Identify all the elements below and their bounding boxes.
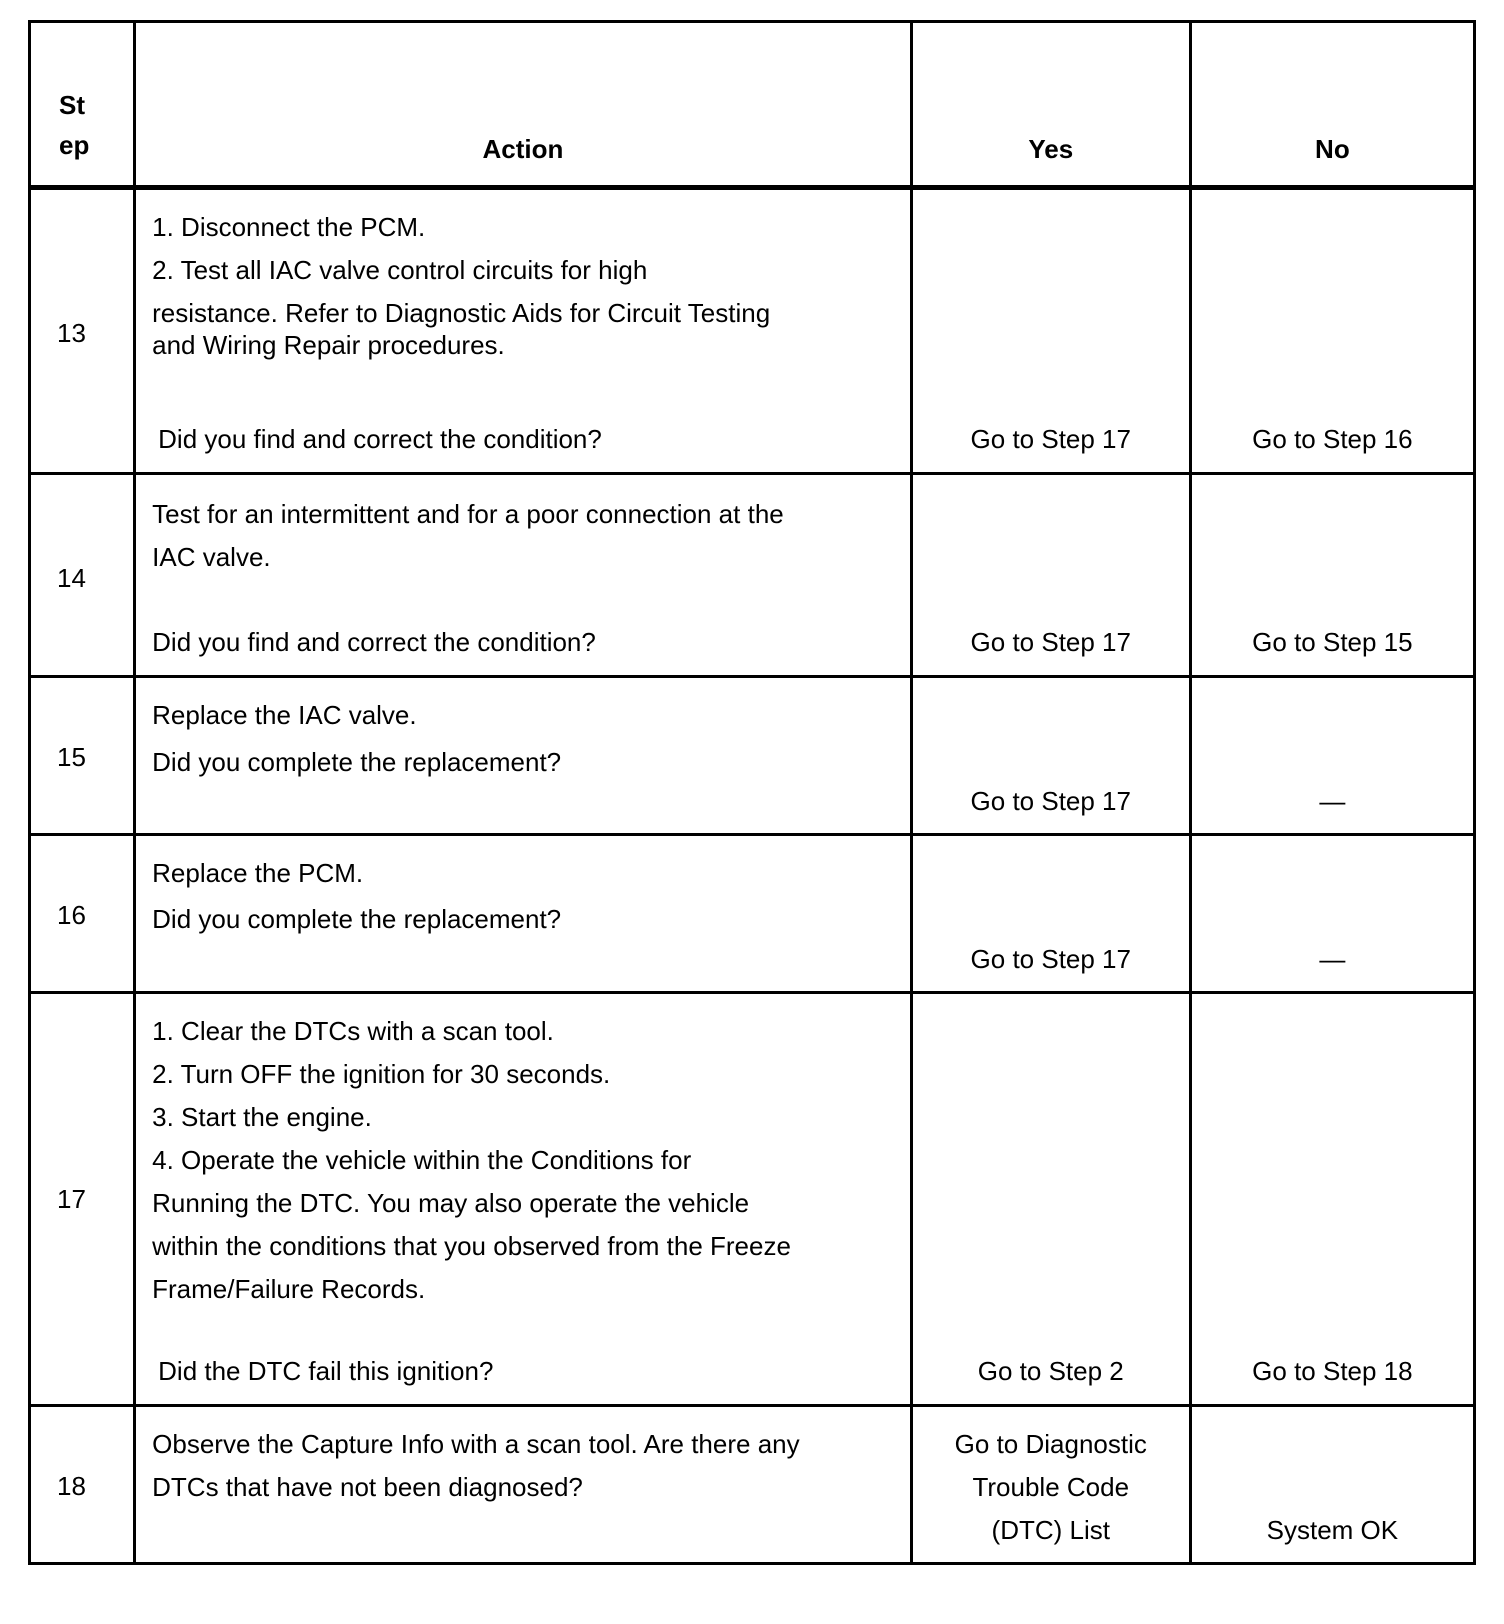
no-result: — bbox=[1319, 944, 1346, 974]
table-row bbox=[30, 1406, 1475, 1564]
action-header: Action bbox=[135, 22, 912, 188]
step-cell bbox=[30, 835, 135, 993]
step-number: 17 bbox=[57, 1184, 86, 1214]
yes-cell bbox=[911, 835, 1190, 993]
yes-cell bbox=[911, 188, 1190, 474]
yes-header: Yes bbox=[911, 22, 1190, 188]
no-result: — bbox=[1319, 786, 1346, 816]
no-cell bbox=[1190, 993, 1474, 1406]
action-cell bbox=[135, 677, 912, 835]
yes-result: Go to Step 2 bbox=[977, 1356, 1124, 1386]
table-row bbox=[30, 677, 1475, 835]
action-line: 2. Test all IAC valve control circuits for high bbox=[152, 255, 648, 285]
yes-result: Go to Step 17 bbox=[970, 424, 1131, 454]
diagnostic-table bbox=[28, 20, 1476, 1565]
action-cell bbox=[135, 993, 912, 1406]
no-result: Go to Step 16 bbox=[1252, 424, 1413, 454]
action-line: Replace the PCM. bbox=[152, 858, 364, 888]
action-question: Did you find and correct the condition? bbox=[158, 424, 602, 454]
action-cell bbox=[135, 188, 912, 474]
action-line: DTCs that have not been diagnosed? bbox=[152, 1472, 583, 1502]
yes-cell bbox=[911, 474, 1190, 677]
table-row bbox=[30, 188, 1475, 474]
yes-cell bbox=[911, 1406, 1190, 1564]
no-header: No bbox=[1190, 22, 1474, 188]
action-line: 3. Start the engine. bbox=[152, 1102, 372, 1132]
step-number: 13 bbox=[57, 318, 86, 348]
step-number: 18 bbox=[57, 1471, 86, 1501]
step-number: 16 bbox=[57, 900, 86, 930]
yes-result: Go to Step 17 bbox=[970, 786, 1131, 816]
step-cell bbox=[30, 474, 135, 677]
step-number: 15 bbox=[57, 742, 86, 772]
action-line: resistance. Refer to Diagnostic Aids for Circuit Testing bbox=[152, 298, 771, 328]
action-line: IAC valve. bbox=[152, 542, 271, 572]
step-cell bbox=[30, 1406, 135, 1564]
table-row bbox=[30, 993, 1475, 1406]
no-cell bbox=[1190, 188, 1474, 474]
action-line: Test for an intermittent and for a poor connection at the bbox=[152, 499, 784, 529]
action-line: Observe the Capture Info with a scan tool. Are there any bbox=[152, 1429, 800, 1459]
action-line: Frame/Failure Records. bbox=[152, 1274, 426, 1304]
action-cell bbox=[135, 1406, 912, 1564]
yes-cell bbox=[911, 677, 1190, 835]
action-line: 1. Clear the DTCs with a scan tool. bbox=[152, 1016, 554, 1046]
yes-result: Go to Step 17 bbox=[970, 627, 1131, 657]
no-cell bbox=[1190, 1406, 1474, 1564]
action-line: Running the DTC. You may also operate the vehicle bbox=[152, 1188, 750, 1218]
action-line: and Wiring Repair procedures. bbox=[152, 330, 505, 360]
step-header: St ep bbox=[30, 22, 135, 188]
action-cell bbox=[135, 474, 912, 677]
action-line: within the conditions that you observed from the Freeze bbox=[152, 1231, 791, 1261]
yes-result: Go to Step 17 bbox=[970, 944, 1131, 974]
no-cell bbox=[1190, 835, 1474, 993]
action-line: Did you complete the replacement? bbox=[152, 904, 562, 934]
step-number: 14 bbox=[57, 563, 86, 593]
table-row bbox=[30, 474, 1475, 677]
step-cell bbox=[30, 677, 135, 835]
table-row bbox=[30, 835, 1475, 993]
yes-result-line: Trouble Code bbox=[972, 1472, 1130, 1502]
action-line: 2. Turn OFF the ignition for 30 seconds. bbox=[152, 1059, 611, 1089]
no-result: System OK bbox=[1266, 1515, 1399, 1545]
yes-result-line: (DTC) List bbox=[991, 1515, 1110, 1545]
action-cell bbox=[135, 835, 912, 993]
step-cell bbox=[30, 188, 135, 474]
action-question: Did the DTC fail this ignition? bbox=[158, 1356, 494, 1386]
action-line: Did you complete the replacement? bbox=[152, 747, 562, 777]
step-cell bbox=[30, 993, 135, 1406]
action-question: Did you find and correct the condition? bbox=[152, 627, 596, 657]
no-cell bbox=[1190, 474, 1474, 677]
yes-cell bbox=[911, 993, 1190, 1406]
no-result: Go to Step 18 bbox=[1252, 1356, 1413, 1386]
yes-result-line: Go to Diagnostic bbox=[954, 1429, 1147, 1459]
action-line: Replace the IAC valve. bbox=[152, 700, 417, 730]
header-row bbox=[30, 22, 1475, 188]
no-cell bbox=[1190, 677, 1474, 835]
action-line: 1. Disconnect the PCM. bbox=[152, 212, 426, 242]
action-line: 4. Operate the vehicle within the Conditions for bbox=[152, 1145, 692, 1175]
no-result: Go to Step 15 bbox=[1252, 627, 1413, 657]
